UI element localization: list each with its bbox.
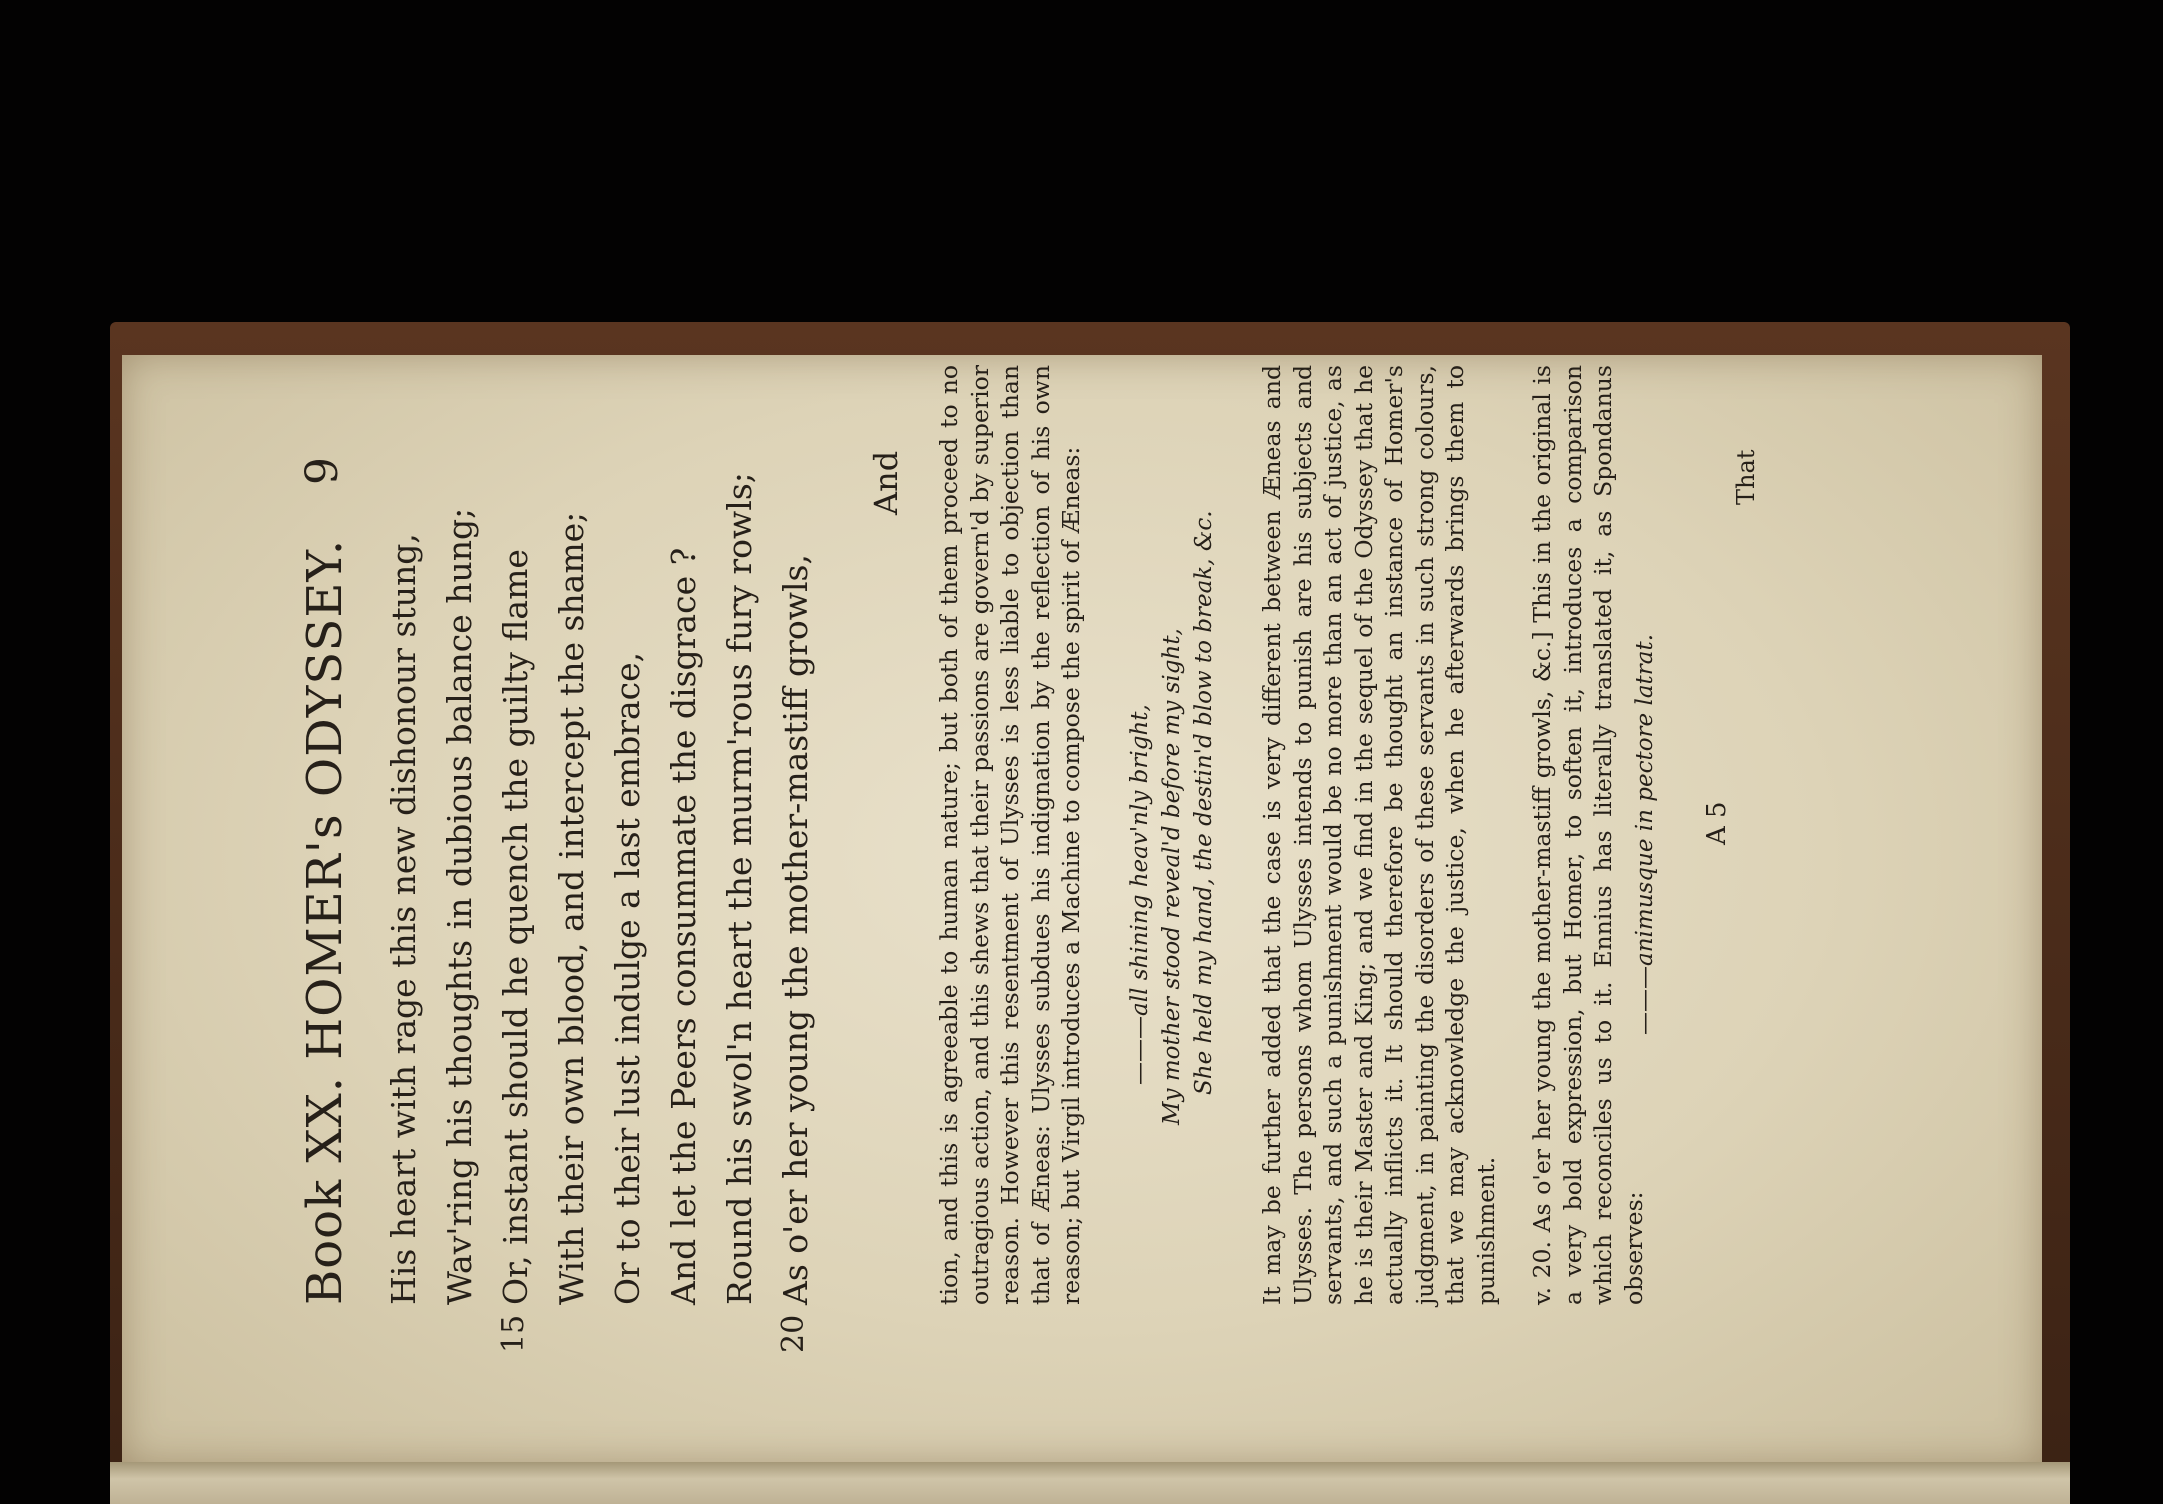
verse-line bbox=[720, 472, 759, 1305]
line-number: 20 bbox=[776, 1314, 811, 1353]
line-number: 15 bbox=[496, 1314, 531, 1353]
verse-line bbox=[608, 652, 647, 1305]
verse-text: Or to their lust indulge a last embrace, bbox=[608, 651, 647, 1305]
verse-line bbox=[664, 548, 703, 1305]
verse-text: Wav'ring his thoughts in dubious balance hung; bbox=[440, 507, 479, 1305]
quote-line: She held my hand, the destin'd blow to break, &c. bbox=[1191, 510, 1217, 1095]
catchword-bottom: That bbox=[1732, 449, 1760, 505]
verse-line bbox=[776, 554, 815, 1353]
verse-text: Round his swol'n heart the murm'rous fury rowls; bbox=[720, 472, 759, 1305]
verse-text: With their own blood, and intercept the shame; bbox=[552, 511, 591, 1305]
note-paragraph: It may be further added that the case is very different between Æneas and Ulysses. The persons whom Ulysses intends to punish are his subjects and servants, and such a punishment would be no more than an act of justice, as he is their Master and King; and we find in the sequel of the Odyssey that he actually inflicts it. It should therefore be thought an instance of Homer's judgment, in painting the disorders of these servants in such strong colours, that we may acknowledge the justice, when he afterwards brings them to punishment. bbox=[1258, 365, 1500, 1305]
latin-quote: ———animusque in pectore latrat. bbox=[1632, 633, 1658, 1035]
rotated-page-text bbox=[122, 355, 2042, 1465]
verse-text: His heart with rage this new dishonour stung, bbox=[384, 533, 423, 1305]
verse-line bbox=[552, 512, 591, 1305]
verse-line bbox=[496, 549, 535, 1353]
verse-line bbox=[384, 533, 423, 1305]
verse-line bbox=[440, 508, 479, 1305]
quote-line: ———all shining heav'nly bright, bbox=[1127, 704, 1153, 1085]
quote-line: My mother stood reveal'd before my sight, bbox=[1159, 628, 1185, 1125]
verse-text: And let the Peers consummate the disgrace ? bbox=[664, 547, 703, 1305]
verse-text: As o'er her young the mother-mastiff growls, bbox=[776, 554, 815, 1305]
note-paragraph: v. 20. As o'er her young the mother-mastiff growls, &c.] This in the original is a very bold expression, but Homer, to soften it, introduces a comparison which reconciles us to it. Ennius has literally translated it, as Spondanus observes: bbox=[1528, 365, 1648, 1305]
verse-text: Or, instant should he quench the guilty flame bbox=[496, 549, 535, 1305]
running-head: Book XX. HOMER's ODYSSEY. bbox=[297, 538, 353, 1305]
signature-mark: A 5 bbox=[1702, 801, 1732, 845]
catchword-top: And bbox=[867, 450, 905, 515]
page-number: 9 bbox=[297, 457, 348, 485]
page-binding-edge bbox=[110, 1462, 2070, 1504]
note-paragraph: tion, and this is agreeable to human nature; but both of them proceed to no outragious action, and this shews that their passions are govern'd by superior reason. However this resentment of Ulysses is less liable to objection than that of Æneas: Ulysses subdues his indignation by the reflection of his own reason; but Virgil introduces a Machine to compose the spirit of Æneas: bbox=[935, 365, 1085, 1305]
